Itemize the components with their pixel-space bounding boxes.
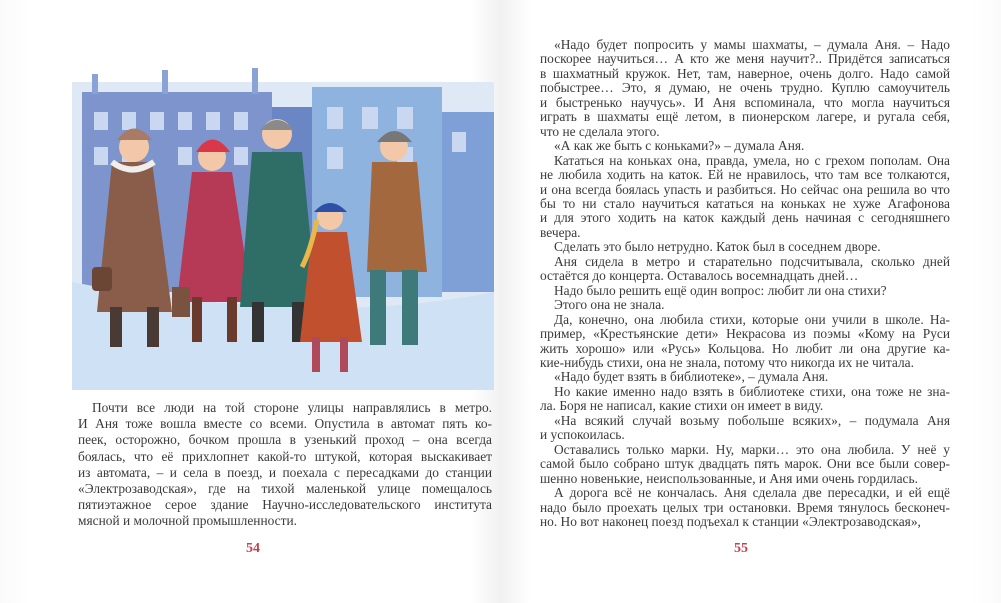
left-page-text xyxy=(78,400,492,530)
page-number-right: 55 xyxy=(734,541,748,556)
text-line: бы то ни стало научиться кататься на коньках не хуже Агафонова xyxy=(540,195,950,211)
text-line: пеек, осторожно, бочком прошла в узенький проход – она всегда xyxy=(78,432,492,448)
text-line: Да, конечно, она любила стихи, которые они учили в школе. На- xyxy=(554,311,950,327)
page-number-left: 54 xyxy=(246,541,260,556)
text-line: «Электрозаводская», где на тихой маленькой улице помещалось xyxy=(78,481,492,497)
text-line: Но какие именно надо взять в библиотеке стихи, она тоже не зна- xyxy=(554,383,950,399)
text-line: Оставались только марки. Ну, марки… это она любила. У неё у xyxy=(554,441,950,457)
text-line: «Надо будет попросить у мамы шахматы, – думала Аня. – Надо xyxy=(554,37,950,52)
text-line: мясной и молочной промышленности. xyxy=(78,513,297,529)
text-line: И Аня тоже вошла вместе со всеми. Опустила в автомат пять ко- xyxy=(78,416,492,432)
text-line: и для этого ходить на каток каждый день начиная с сегодняшнего xyxy=(540,210,950,226)
text-line: боялась, что её прихлопнет какой-то штукой, которая выскакивает xyxy=(78,448,492,464)
text-line: Почти все люди на той стороне улицы направлялись в метро. xyxy=(92,400,492,415)
text-line: пример, «Крестьянские дети» Некрасова из поэмы «Кому на Руси xyxy=(540,326,950,342)
text-line: поскорее научиться… А кто же меня научит?.. Придётся записаться xyxy=(540,51,950,67)
text-line: и быстренько научусь». И Аня вспоминала, что могла научиться xyxy=(540,94,950,110)
text-line: играть в шахматы ещё летом, в пионерском лагере, и ругала себя, xyxy=(540,109,950,125)
text-line: самой было собрано штук двадцать пять марок. Они все были совер- xyxy=(540,456,950,472)
text-line: ла. Боря не написал, какие стихи он имеет в виду. xyxy=(540,398,824,414)
text-line: шенно новенькие, неиспользованные, и Аня ими очень гордилась. xyxy=(540,470,918,486)
text-line: кие-нибудь стихи, она не знала, потому что никогда их не читала. xyxy=(540,354,914,370)
text-line: не любила ходить на каток. Ей не нравилось, что там все толкаются, xyxy=(540,167,950,183)
text-line: из автомата, – и села в поезд, и поехала с пересадками до станции xyxy=(78,464,492,480)
text-line: вечера. xyxy=(540,224,581,240)
text-line: жить хорошо» или «Русь» Кольцова. Но любит ли она другие ка- xyxy=(540,340,950,356)
text-line: Надо было решить ещё один вопрос: любит ли она стихи? xyxy=(554,282,887,298)
text-line: Сделать это было нетрудно. Каток был в соседнем дворе. xyxy=(554,239,881,255)
text-line: надо было проехать целых три остановки. Время тянулось бесконеч- xyxy=(540,499,950,515)
text-line: Аня сидела в метро и старательно подсчитывала, сколько дней xyxy=(554,253,950,269)
text-line: «А как же быть с коньками?» – думала Аня. xyxy=(554,138,805,154)
right-page-text xyxy=(540,38,950,529)
text-line: побыстрее… Это, я думаю, не очень трудно. Куплю самоучитель xyxy=(540,80,950,96)
street-illustration xyxy=(72,52,494,390)
text-line: и она всегда боялась упасть и разбиться. Но сейчас она решила во что xyxy=(540,181,950,197)
text-line: Этого она не знала. xyxy=(554,297,665,313)
text-line: но. Но вот наконец поезд подъехал к станции «Электрозаводская», xyxy=(540,513,921,529)
text-line: А дорога всё не кончалась. Аня сделала две пересадки, и ей ещё xyxy=(554,485,950,501)
text-line: «На всякий случай возьму побольше всяких», – подумала Аня xyxy=(554,412,950,428)
text-line: в шахматный кружок. Нет, там, наверное, очень долго. Надо самой xyxy=(540,65,950,81)
text-line: «Надо будет взять в библиотеке», – думала Аня. xyxy=(554,369,829,385)
text-line: пятиэтажное серое здание Научно-исследовательского института xyxy=(78,497,492,513)
text-line: Кататься на коньках она, правда, умела, но с грехом пополам. Она xyxy=(554,152,950,168)
text-line: остаётся до концерта. Оставалось восемнадцать дней… xyxy=(540,268,859,284)
text-line: что не сделала этого. xyxy=(540,123,660,139)
text-line: и успокоилась. xyxy=(540,427,625,443)
